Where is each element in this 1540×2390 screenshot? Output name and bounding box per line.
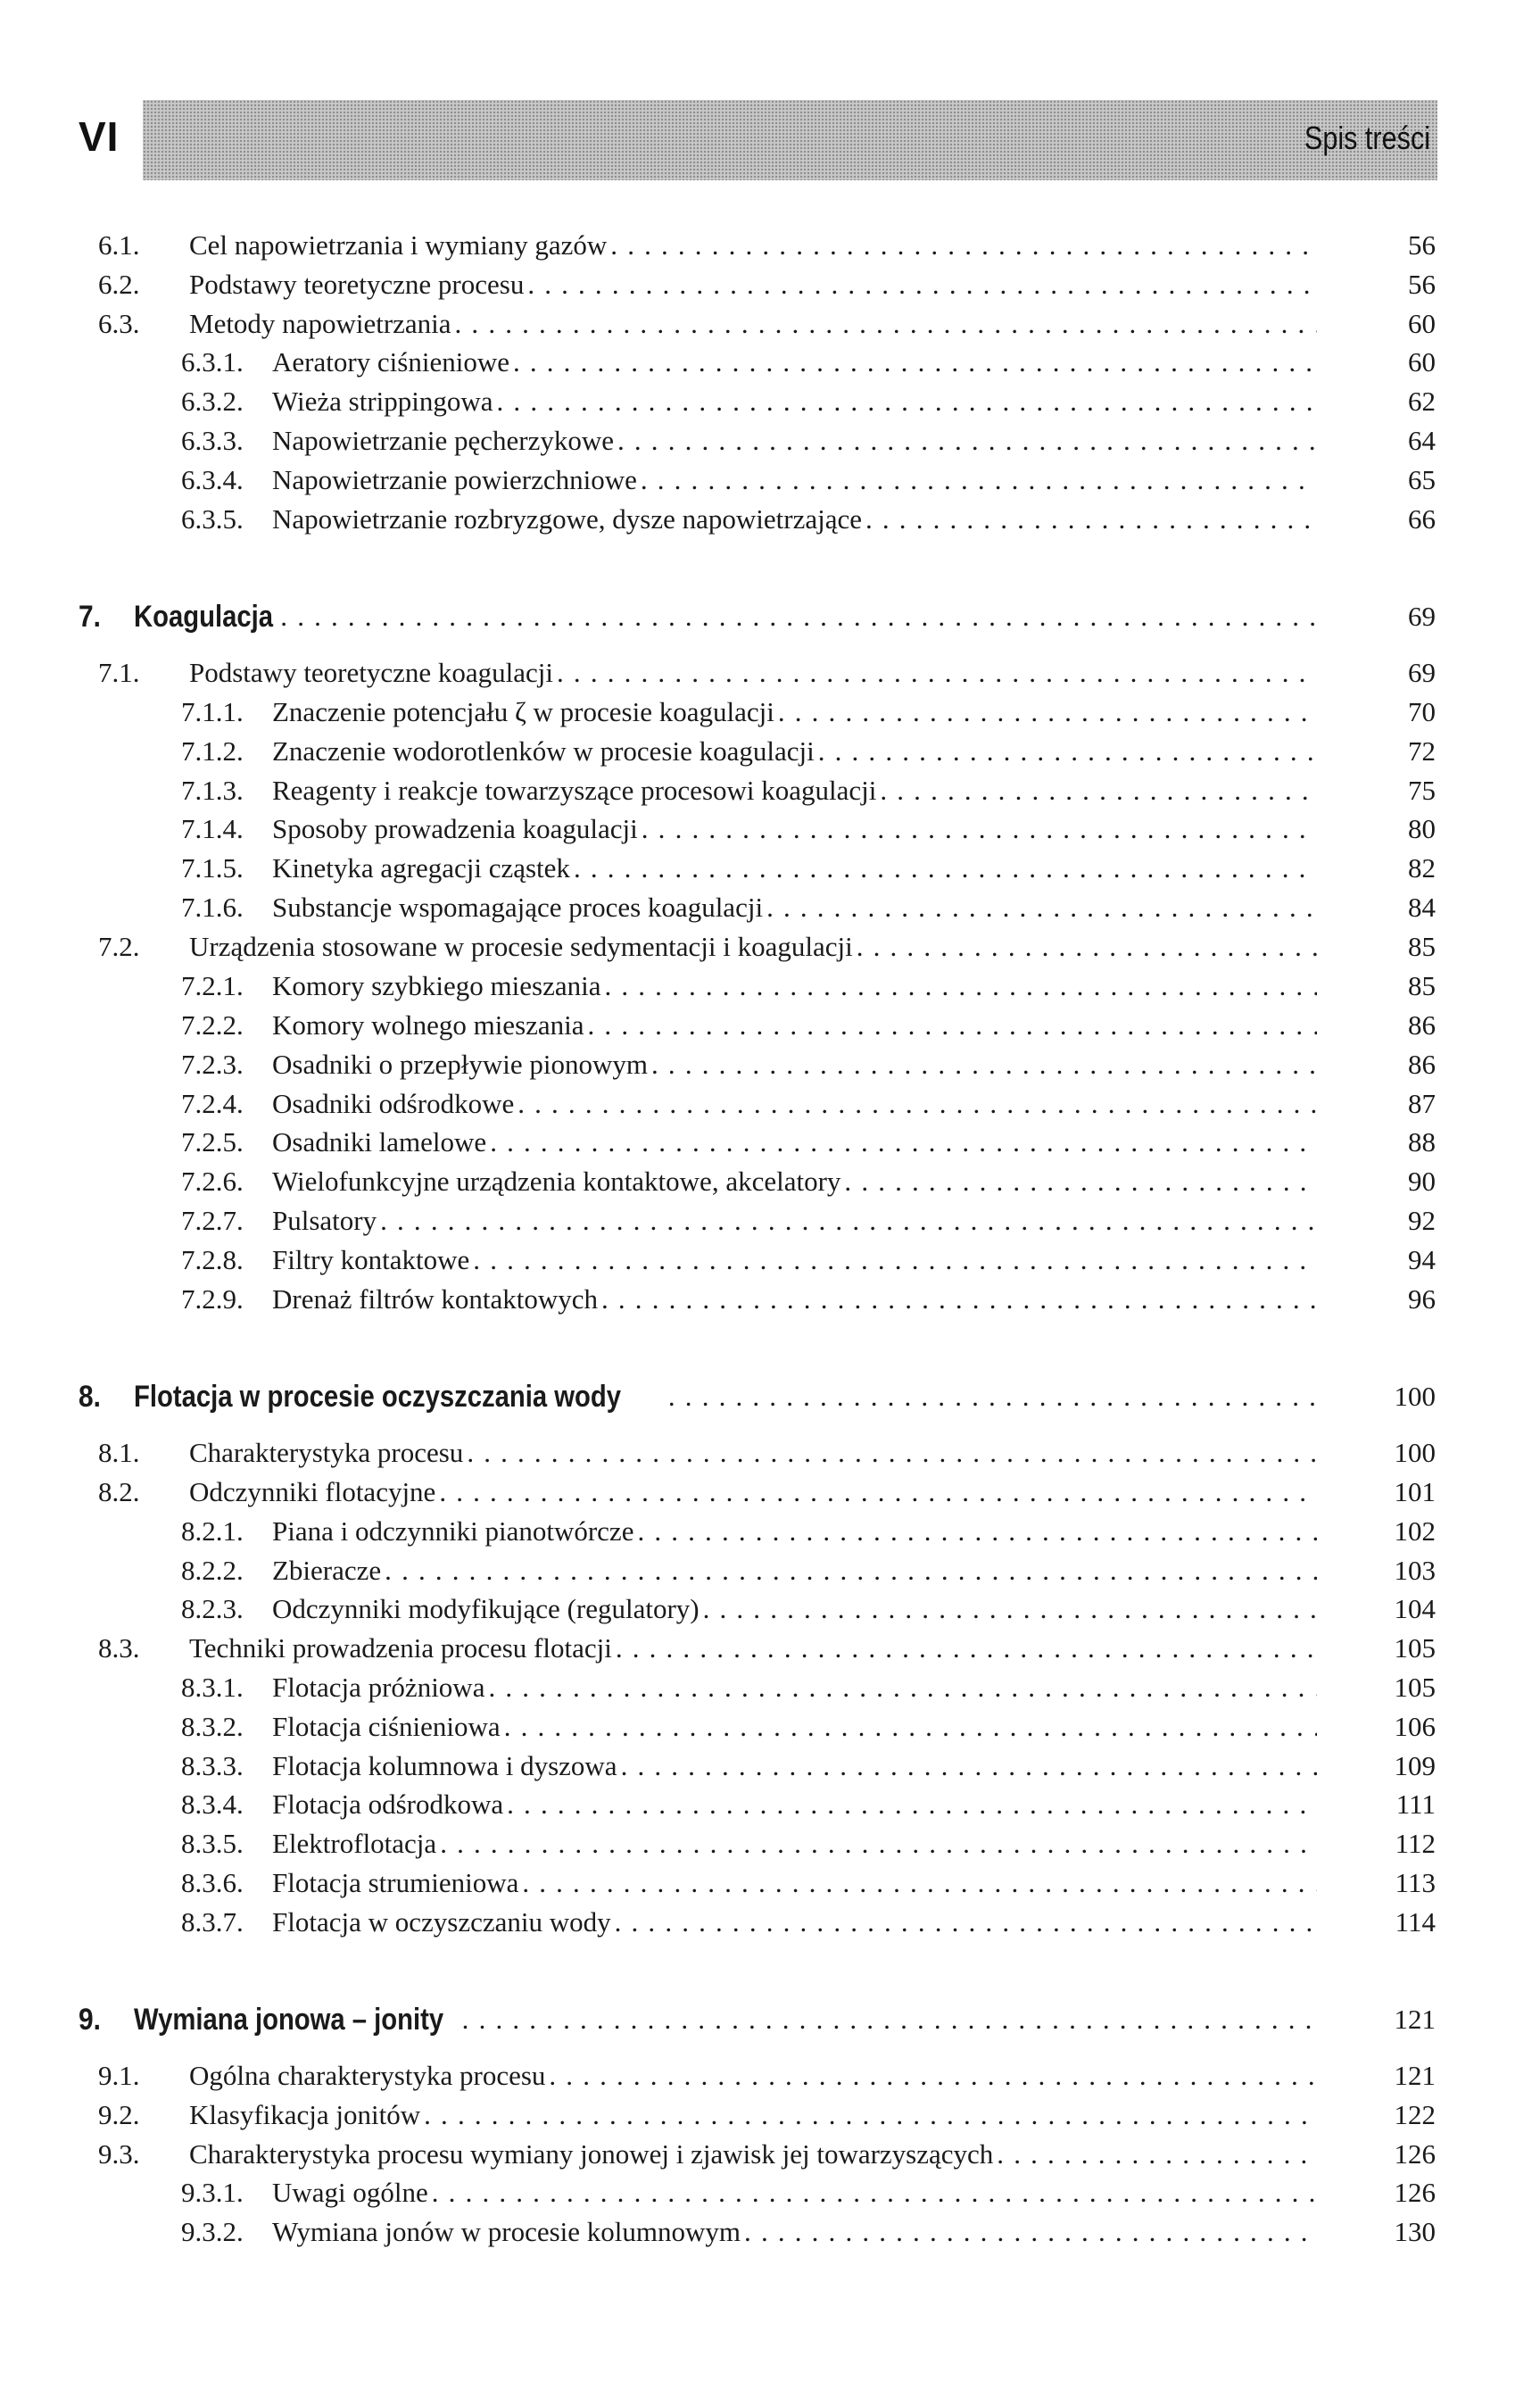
toc-title: Wieża strippingowa bbox=[272, 384, 493, 419]
toc-title: Podstawy teoretyczne koagulacji bbox=[189, 655, 553, 691]
toc-number: 8.3.6. bbox=[181, 1867, 244, 1898]
toc-title-leader bbox=[272, 1164, 1317, 1199]
toc-page-number: 112 bbox=[1395, 1828, 1436, 1859]
toc-number: 6.3.1. bbox=[181, 346, 244, 378]
toc-title: Napowietrzanie pęcherzykowe bbox=[272, 423, 614, 459]
toc-entry bbox=[0, 344, 1540, 380]
toc-page-number: 69 bbox=[1408, 601, 1436, 632]
toc-title: Kinetyka agregacji cząstek bbox=[272, 851, 570, 886]
dot-leader bbox=[598, 1282, 1317, 1317]
toc-entry bbox=[0, 929, 1540, 965]
dot-leader bbox=[763, 890, 1317, 925]
toc-title-leader bbox=[272, 694, 1317, 730]
dot-leader bbox=[617, 1748, 1317, 1784]
toc-title-leader bbox=[189, 1631, 1317, 1666]
dot-leader bbox=[509, 344, 1317, 380]
dot-leader bbox=[611, 1905, 1317, 1940]
toc-page-number: 86 bbox=[1408, 1009, 1436, 1041]
dot-leader bbox=[700, 1591, 1317, 1627]
toc-number: 7.1.1. bbox=[181, 696, 244, 727]
toc-page-number: 130 bbox=[1394, 2216, 1436, 2247]
dot-leader bbox=[486, 1124, 1317, 1160]
toc-number: 7.2.1. bbox=[181, 970, 244, 1001]
toc-page-number: 101 bbox=[1394, 1476, 1436, 1507]
toc-entry bbox=[0, 2137, 1540, 2172]
toc-title-leader bbox=[272, 1124, 1317, 1160]
toc-entry bbox=[0, 1553, 1540, 1589]
toc-entry bbox=[0, 1905, 1540, 1940]
toc-entry bbox=[0, 734, 1540, 769]
toc-entry bbox=[0, 1748, 1540, 1784]
toc-number: 9.3. bbox=[98, 2138, 140, 2170]
toc-title-leader bbox=[272, 502, 1317, 537]
toc-number: 9.3.1. bbox=[181, 2177, 244, 2208]
toc-entry bbox=[0, 1282, 1540, 1317]
toc-title-leader bbox=[272, 1514, 1317, 1549]
toc-title-leader bbox=[272, 2214, 1317, 2250]
dot-leader bbox=[493, 384, 1317, 419]
toc-title-leader bbox=[189, 655, 1317, 691]
dot-leader bbox=[260, 595, 1317, 638]
toc-number: 7.2.8. bbox=[181, 1244, 244, 1275]
toc-number: 8.3.4. bbox=[181, 1788, 244, 1820]
toc-page-number: 85 bbox=[1408, 970, 1436, 1001]
toc-page-number: 94 bbox=[1408, 1244, 1436, 1275]
toc-page-number: 113 bbox=[1395, 1867, 1436, 1898]
toc-number: 9. bbox=[79, 2003, 101, 2037]
toc-number: 8.2.1. bbox=[181, 1515, 244, 1547]
toc-number: 9.1. bbox=[98, 2060, 140, 2091]
dot-leader bbox=[840, 1164, 1317, 1199]
dot-leader bbox=[435, 1474, 1317, 1510]
toc-entry bbox=[0, 1631, 1540, 1666]
toc-title-leader bbox=[272, 968, 1317, 1004]
toc-title: Podstawy teoretyczne procesu bbox=[189, 267, 524, 303]
toc-entry bbox=[0, 384, 1540, 419]
toc-chapter bbox=[0, 1375, 1540, 1418]
toc-entry bbox=[0, 1203, 1540, 1239]
toc-entry bbox=[0, 2058, 1540, 2094]
dot-leader bbox=[633, 1514, 1317, 1549]
toc-title-leader bbox=[272, 773, 1317, 809]
toc-entry bbox=[0, 1670, 1540, 1705]
toc-title: Wymiana jonów w procesie kolumnowym bbox=[272, 2214, 741, 2250]
toc-entry bbox=[0, 1787, 1540, 1822]
toc-title-leader bbox=[189, 1474, 1317, 1510]
toc-title-leader bbox=[272, 890, 1317, 925]
toc-number: 9.3.2. bbox=[181, 2216, 244, 2247]
toc-title-leader bbox=[272, 462, 1317, 498]
toc-title-leader bbox=[272, 1709, 1317, 1745]
toc-number: 6.3.4. bbox=[181, 464, 244, 495]
toc-number: 7.1.6. bbox=[181, 892, 244, 923]
toc-page-number: 100 bbox=[1394, 1381, 1436, 1412]
toc-title-leader bbox=[189, 2058, 1317, 2094]
toc-title: Koagulacja bbox=[134, 595, 273, 638]
toc-entry bbox=[0, 655, 1540, 691]
toc-number: 8.3.7. bbox=[181, 1906, 244, 1938]
toc-page-number: 104 bbox=[1394, 1593, 1436, 1624]
toc-number: 7.2. bbox=[98, 931, 140, 962]
toc-title: Uwagi ogólne bbox=[272, 2175, 428, 2211]
dot-leader bbox=[545, 2058, 1317, 2094]
toc-entry bbox=[0, 1008, 1540, 1043]
toc-title-leader bbox=[189, 2097, 1317, 2133]
toc-title: Charakterystyka procesu bbox=[189, 1435, 463, 1471]
dot-leader bbox=[815, 734, 1317, 769]
dot-leader bbox=[584, 1008, 1317, 1043]
toc-title-leader bbox=[272, 1905, 1317, 1940]
toc-title-leader bbox=[272, 1553, 1317, 1589]
toc-entry bbox=[0, 502, 1540, 537]
toc-number: 7.1.4. bbox=[181, 813, 244, 844]
toc-title: Sposoby prowadzenia koagulacji bbox=[272, 811, 638, 847]
toc-page-number: 62 bbox=[1408, 386, 1436, 417]
toc-title-leader bbox=[189, 1435, 1317, 1471]
toc-title: Cel napowietrzania i wymiany gazów bbox=[189, 228, 607, 263]
toc-title: Flotacja próżniowa bbox=[272, 1670, 484, 1705]
toc-title-leader bbox=[272, 423, 1317, 459]
toc-title: Flotacja strumieniowa bbox=[272, 1865, 518, 1901]
toc-number: 6.1. bbox=[98, 229, 140, 261]
toc-title: Wielofunkcyjne urządzenia kontaktowe, akcelatory bbox=[272, 1164, 840, 1199]
toc-page-number: 90 bbox=[1408, 1166, 1436, 1197]
toc-number: 7.2.9. bbox=[181, 1283, 244, 1315]
dot-leader bbox=[420, 2097, 1317, 2133]
toc-page-number: 100 bbox=[1394, 1437, 1436, 1468]
dot-leader bbox=[553, 655, 1317, 691]
toc-page-number: 69 bbox=[1408, 657, 1436, 688]
toc-entry bbox=[0, 2175, 1540, 2211]
toc-page-number: 92 bbox=[1408, 1205, 1436, 1236]
toc-number: 8.3. bbox=[98, 1632, 140, 1664]
toc-title-leader bbox=[272, 1047, 1317, 1083]
toc-title-leader bbox=[272, 1282, 1317, 1317]
toc-title: Techniki prowadzenia procesu flotacji bbox=[189, 1631, 612, 1666]
toc-title-leader bbox=[189, 306, 1317, 342]
toc-title-leader bbox=[272, 1787, 1317, 1822]
toc-title: Wymiana jonowa – jonity bbox=[134, 1998, 443, 2041]
toc-title: Filtry kontaktowe bbox=[272, 1242, 469, 1278]
toc-title: Metody napowietrzania bbox=[189, 306, 451, 342]
toc-entry bbox=[0, 1164, 1540, 1199]
toc-entry bbox=[0, 1514, 1540, 1549]
toc-number: 6.3.5. bbox=[181, 503, 244, 535]
toc-title: Komory szybkiego mieszania bbox=[272, 968, 600, 1004]
toc-title-leader bbox=[272, 1748, 1317, 1784]
toc-number: 7.1. bbox=[98, 657, 140, 688]
toc-number: 7. bbox=[79, 600, 101, 634]
toc-entry bbox=[0, 1826, 1540, 1862]
toc-entry bbox=[0, 1242, 1540, 1278]
toc-title: Flotacja kolumnowa i dyszowa bbox=[272, 1748, 617, 1784]
toc-number: 8.1. bbox=[98, 1437, 140, 1468]
toc-title: Piana i odczynniki pianotwórcze bbox=[272, 1514, 633, 1549]
toc-title: Napowietrzanie rozbryzgowe, dysze napowietrzające bbox=[272, 502, 862, 537]
toc-title: Zbieracze bbox=[272, 1553, 381, 1589]
toc-entry bbox=[0, 811, 1540, 847]
toc-page-number: 84 bbox=[1408, 892, 1436, 923]
dot-leader bbox=[774, 694, 1317, 730]
toc-title: Flotacja w oczyszczaniu wody bbox=[272, 1905, 611, 1940]
toc-number: 7.2.2. bbox=[181, 1009, 244, 1041]
toc-page-number: 105 bbox=[1394, 1672, 1436, 1703]
toc-title-leader bbox=[189, 929, 1317, 965]
toc-number: 7.2.3. bbox=[181, 1049, 244, 1080]
toc-entry bbox=[0, 1047, 1540, 1083]
toc-page-number: 56 bbox=[1408, 269, 1436, 300]
toc-title-leader bbox=[272, 1008, 1317, 1043]
toc-number: 7.2.7. bbox=[181, 1205, 244, 1236]
toc-number: 7.2.6. bbox=[181, 1166, 244, 1197]
toc-title-leader bbox=[272, 734, 1317, 769]
toc-page-number: 126 bbox=[1394, 2177, 1436, 2208]
toc-title: Pulsatory bbox=[272, 1203, 377, 1239]
toc-title: Komory wolnego mieszania bbox=[272, 1008, 584, 1043]
toc-number: 7.1.2. bbox=[181, 735, 244, 767]
toc-title-leader bbox=[272, 344, 1317, 380]
toc-chapter bbox=[0, 595, 1540, 638]
toc-number: 8. bbox=[79, 1380, 101, 1414]
toc-title-leader bbox=[272, 1865, 1317, 1901]
toc-entry bbox=[0, 968, 1540, 1004]
toc-page-number: 103 bbox=[1394, 1555, 1436, 1586]
toc-title-leader bbox=[272, 2175, 1317, 2211]
dot-leader bbox=[451, 306, 1317, 342]
toc-entry bbox=[0, 694, 1540, 730]
dot-leader bbox=[607, 228, 1317, 263]
toc-page-number: 70 bbox=[1408, 696, 1436, 727]
dot-leader bbox=[501, 1709, 1317, 1745]
toc-entry bbox=[0, 1124, 1540, 1160]
toc-number: 9.2. bbox=[98, 2099, 140, 2130]
toc-number: 6.3. bbox=[98, 308, 140, 339]
toc-page-number: 72 bbox=[1408, 735, 1436, 767]
toc-title-leader bbox=[189, 267, 1317, 303]
toc-title: Aeratory ciśnieniowe bbox=[272, 344, 509, 380]
toc-number: 8.2.2. bbox=[181, 1555, 244, 1586]
toc-title: Urządzenia stosowane w procesie sedymentacji i koagulacji bbox=[189, 929, 853, 965]
toc-page-number: 111 bbox=[1395, 1788, 1436, 1820]
toc-title-leader bbox=[272, 851, 1317, 886]
running-title: Spis treści bbox=[1304, 120, 1430, 156]
toc-page-number: 56 bbox=[1408, 229, 1436, 261]
toc-title-leader bbox=[272, 1086, 1317, 1122]
toc-entry bbox=[0, 890, 1540, 925]
toc-title: Charakterystyka procesu wymiany jonowej i zjawisk jej towarzyszących bbox=[189, 2137, 993, 2172]
toc-number: 8.2. bbox=[98, 1476, 140, 1507]
dot-leader bbox=[428, 2175, 1317, 2211]
dot-leader bbox=[381, 1553, 1317, 1589]
toc-title-leader bbox=[272, 1826, 1317, 1862]
dot-leader bbox=[469, 1242, 1317, 1278]
toc-title-leader bbox=[272, 1670, 1317, 1705]
toc-page-number: 121 bbox=[1394, 2004, 1436, 2035]
dot-leader bbox=[524, 267, 1317, 303]
toc-page-number: 106 bbox=[1394, 1711, 1436, 1742]
toc-chapter bbox=[0, 1998, 1540, 2041]
toc-title: Klasyfikacja jonitów bbox=[189, 2097, 420, 2133]
toc-entry bbox=[0, 462, 1540, 498]
toc-entry bbox=[0, 1474, 1540, 1510]
toc-page-number: 66 bbox=[1408, 503, 1436, 535]
toc-entry bbox=[0, 1435, 1540, 1471]
toc-title-leader bbox=[272, 1242, 1317, 1278]
toc-title-leader bbox=[134, 1998, 1317, 2041]
dot-leader bbox=[741, 2214, 1317, 2250]
toc-number: 8.3.5. bbox=[181, 1828, 244, 1859]
toc-page-number: 109 bbox=[1394, 1750, 1436, 1781]
dot-leader bbox=[436, 1826, 1317, 1862]
toc-entry bbox=[0, 1709, 1540, 1745]
toc-title-leader bbox=[189, 228, 1317, 263]
dot-leader bbox=[518, 1865, 1317, 1901]
toc-title: Odczynniki flotacyjne bbox=[189, 1474, 435, 1510]
toc-number: 6.2. bbox=[98, 269, 140, 300]
toc-page-number: 114 bbox=[1395, 1906, 1436, 1938]
toc-title: Osadniki lamelowe bbox=[272, 1124, 486, 1160]
toc-page-number: 80 bbox=[1408, 813, 1436, 844]
toc-page-number: 87 bbox=[1408, 1088, 1436, 1119]
toc-entry bbox=[0, 851, 1540, 886]
toc-title: Osadniki o przepływie pionowym bbox=[272, 1047, 648, 1083]
page-number: VI bbox=[79, 113, 120, 160]
dot-leader bbox=[648, 1047, 1317, 1083]
toc-title: Ogólna charakterystyka procesu bbox=[189, 2058, 545, 2094]
toc-title: Substancje wspomagające proces koagulacji bbox=[272, 890, 763, 925]
toc-title-leader bbox=[272, 811, 1317, 847]
dot-leader bbox=[853, 929, 1317, 965]
toc-page-number: 60 bbox=[1408, 346, 1436, 378]
toc-title: Osadniki odśrodkowe bbox=[272, 1086, 514, 1122]
toc-page-number: 82 bbox=[1408, 852, 1436, 884]
dot-leader bbox=[876, 773, 1317, 809]
toc-title: Elektroflotacja bbox=[272, 1826, 436, 1862]
toc-number: 8.3.3. bbox=[181, 1750, 244, 1781]
dot-leader bbox=[570, 851, 1317, 886]
toc-number: 8.3.1. bbox=[181, 1672, 244, 1703]
toc-title-leader bbox=[272, 1591, 1317, 1627]
page-header bbox=[79, 100, 1437, 180]
dot-leader bbox=[459, 1998, 1317, 2041]
toc-number: 8.2.3. bbox=[181, 1593, 244, 1624]
toc-entry bbox=[0, 267, 1540, 303]
toc-entry bbox=[0, 1086, 1540, 1122]
toc-number: 7.2.5. bbox=[181, 1126, 244, 1158]
dot-leader bbox=[463, 1435, 1317, 1471]
toc-number: 7.1.5. bbox=[181, 852, 244, 884]
dot-leader bbox=[862, 502, 1317, 537]
toc-page-number: 122 bbox=[1394, 2099, 1436, 2130]
toc-number: 6.3.3. bbox=[181, 425, 244, 456]
toc-entry bbox=[0, 773, 1540, 809]
toc-title: Flotacja ciśnieniowa bbox=[272, 1709, 501, 1745]
toc-page-number: 85 bbox=[1408, 931, 1436, 962]
toc-title: Reagenty i reakcje towarzyszące procesowi koagulacji bbox=[272, 773, 876, 809]
toc-title-leader bbox=[134, 595, 1317, 638]
toc-entry bbox=[0, 306, 1540, 342]
toc-title: Flotacja odśrodkowa bbox=[272, 1787, 503, 1822]
header-band bbox=[143, 100, 1437, 180]
dot-leader bbox=[503, 1787, 1317, 1822]
toc-title-leader bbox=[272, 1203, 1317, 1239]
toc-page-number: 126 bbox=[1394, 2138, 1436, 2170]
toc-page-number: 86 bbox=[1408, 1049, 1436, 1080]
toc-number: 8.3.2. bbox=[181, 1711, 244, 1742]
dot-leader bbox=[600, 968, 1317, 1004]
toc-entry bbox=[0, 423, 1540, 459]
toc-title: Drenaż filtrów kontaktowych bbox=[272, 1282, 598, 1317]
toc-number: 6.3.2. bbox=[181, 386, 244, 417]
dot-leader bbox=[993, 2137, 1317, 2172]
toc-entry bbox=[0, 1865, 1540, 1901]
toc-entry bbox=[0, 2214, 1540, 2250]
toc-page-number: 88 bbox=[1408, 1126, 1436, 1158]
toc-page-number: 60 bbox=[1408, 308, 1436, 339]
dot-leader bbox=[614, 423, 1317, 459]
toc-title-leader bbox=[189, 2137, 1317, 2172]
toc-page-number: 75 bbox=[1408, 775, 1436, 806]
toc-number: 7.1.3. bbox=[181, 775, 244, 806]
dot-leader bbox=[638, 811, 1317, 847]
toc-entry bbox=[0, 1591, 1540, 1627]
toc-page-number: 64 bbox=[1408, 425, 1436, 456]
toc-page-number: 121 bbox=[1394, 2060, 1436, 2091]
toc-title-leader bbox=[272, 384, 1317, 419]
toc-title: Znaczenie wodorotlenków w procesie koagulacji bbox=[272, 734, 815, 769]
toc-title-leader bbox=[134, 1375, 1317, 1418]
dot-leader bbox=[665, 1375, 1317, 1418]
dot-leader bbox=[637, 462, 1317, 498]
toc-title: Znaczenie potencjału ζ w procesie koagulacji bbox=[272, 694, 774, 730]
toc-page-number: 65 bbox=[1408, 464, 1436, 495]
dot-leader bbox=[612, 1631, 1317, 1666]
toc-entry bbox=[0, 228, 1540, 263]
dot-leader bbox=[484, 1670, 1317, 1705]
toc-page-number: 96 bbox=[1408, 1283, 1436, 1315]
toc-page-number: 105 bbox=[1394, 1632, 1436, 1664]
dot-leader bbox=[377, 1203, 1317, 1239]
toc-entry bbox=[0, 2097, 1540, 2133]
dot-leader bbox=[514, 1086, 1317, 1122]
toc-page-number: 102 bbox=[1394, 1515, 1436, 1547]
toc-title: Flotacja w procesie oczyszczania wody bbox=[134, 1375, 621, 1418]
toc-number: 7.2.4. bbox=[181, 1088, 244, 1119]
toc-title: Napowietrzanie powierzchniowe bbox=[272, 462, 637, 498]
toc-title: Odczynniki modyfikujące (regulatory) bbox=[272, 1591, 700, 1627]
